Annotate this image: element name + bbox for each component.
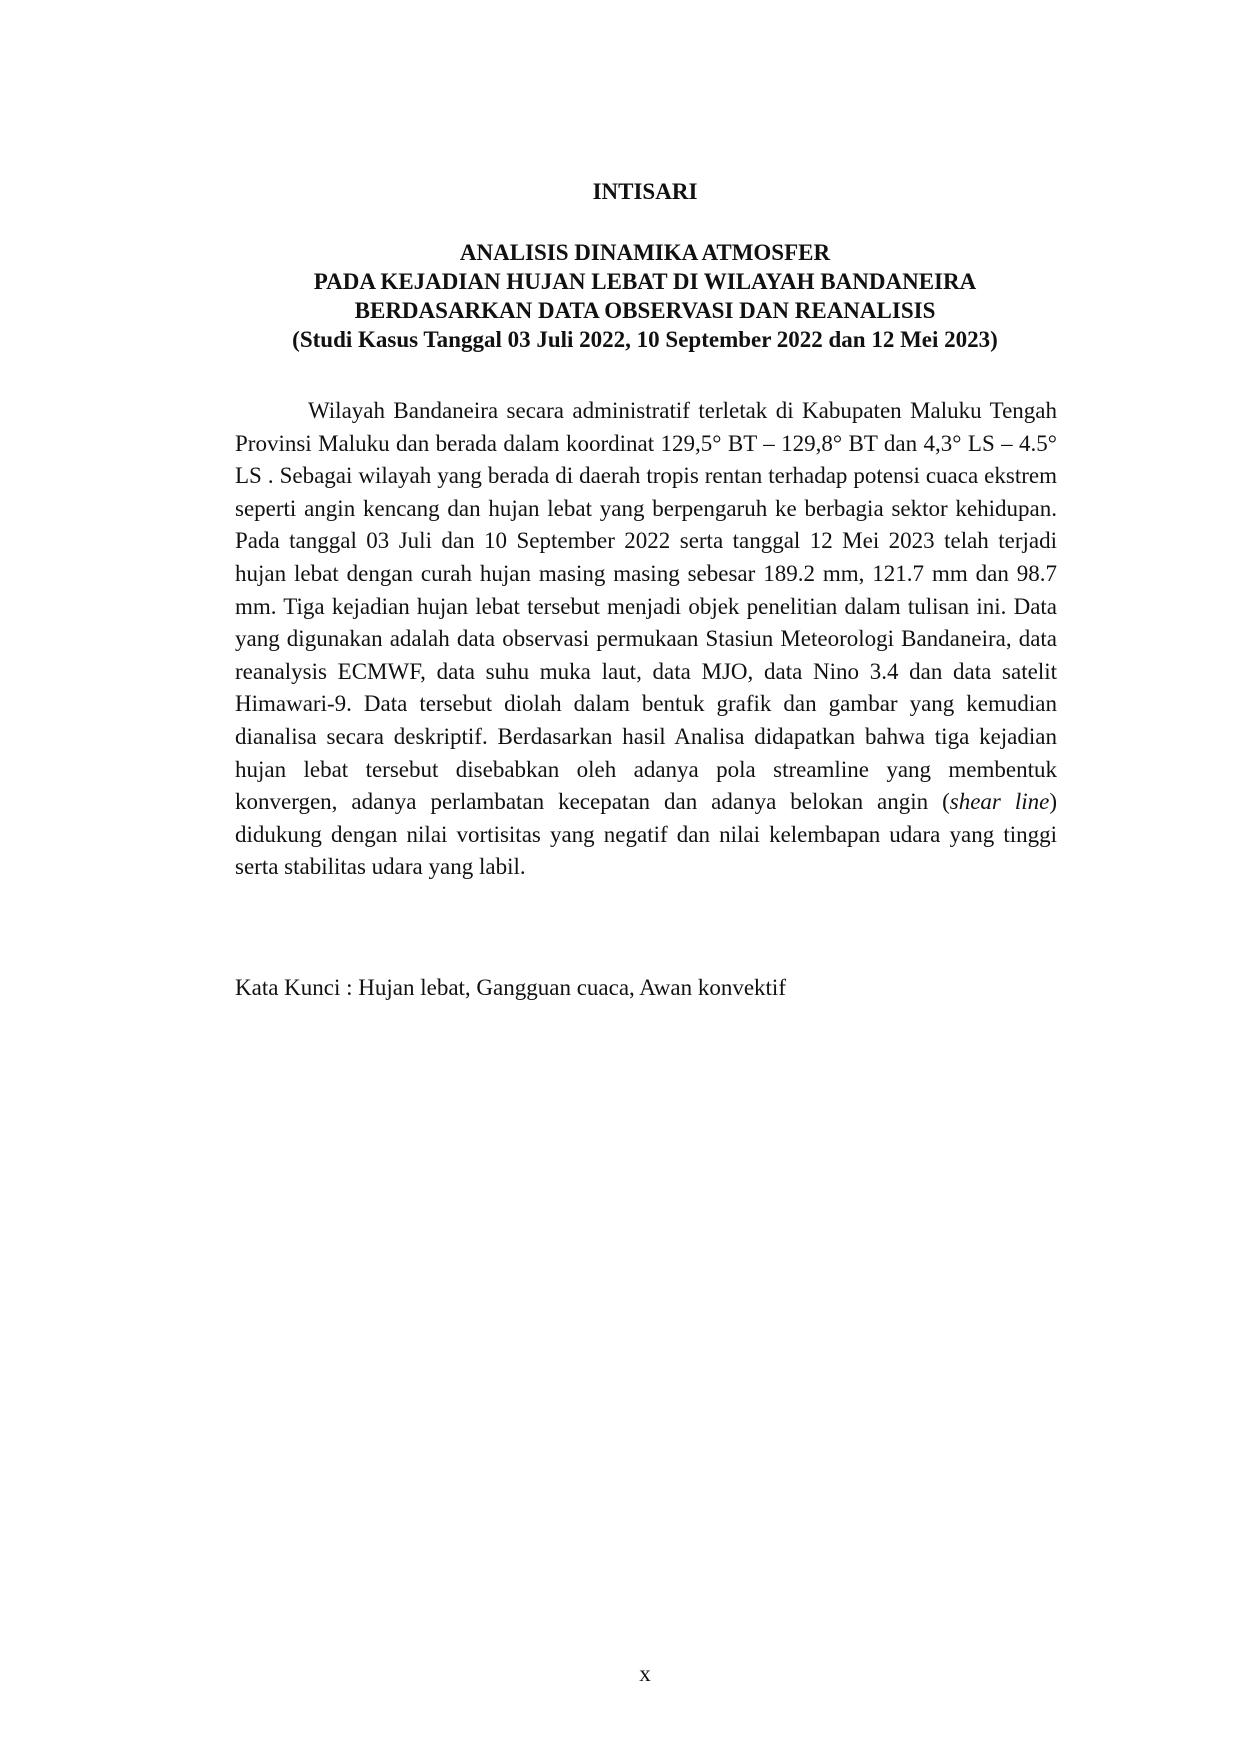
abstract-paragraph (235, 395, 1057, 884)
page-number: x (639, 1661, 651, 1686)
title-line-3: BERDASARKAN DATA OBSERVASI DAN REANALISIS (354, 298, 936, 323)
title-line-2: PADA KEJADIAN HUJAN LEBAT DI WILAYAH BANDANEIRA (313, 269, 977, 294)
title-subtitle-case-study: (Studi Kasus Tanggal 03 Juli 2022, 10 September 2022 dan 12 Mei 2023) (292, 327, 998, 352)
title-line-1: ANALISIS DINAMIKA ATMOSFER (459, 240, 831, 265)
abstract-italic-term: shear line (949, 789, 1050, 815)
thesis-title (0, 238, 1241, 354)
abstract-text-part-2: ) didukung dengan nilai vortisitas yang negatif dan nilai kelembapan udara yang tinggi serta stabilitas udara yang labil. (235, 789, 1058, 880)
page-heading: INTISARI (592, 179, 698, 204)
keywords-line: Kata Kunci : Hujan lebat, Gangguan cuaca, Awan konvektif (235, 975, 786, 1000)
abstract-text-part-1: Wilayah Bandaneira secara administratif terletak di Kabupaten Maluku Tengah Provinsi Maluku dan berada dalam koordinat 129,5° BT – 129,8° BT dan 4,3° LS – 4.5° LS . Sebagai wilayah yang berada di daerah tropis rentan terhadap potensi cuaca ekstrem seperti angin kencang dan hujan lebat yang berpengaruh ke berbagia sektor kehidupan. Pada tanggal 03 Juli dan 10 September 2022 serta tanggal 12 Mei 2023 telah terjadi hujan lebat dengan curah hujan masing masing sebesar 189.2 mm, 121.7 mm dan 98.7 mm. Tiga kejadian hujan lebat tersebut menjadi objek penelitian dalam tulisan ini. Data yang digunakan adalah data observasi permukaan Stasiun Meteorologi Bandaneira, data reanalysis ECMWF, data suhu muka laut, data MJO, data Nino 3.4 dan data satelit Himawari-9. Data tersebut diolah dalam bentuk grafik dan gambar yang kemudian dianalisa secara deskriptif. Berdasarkan hasil Analisa didapatkan bahwa tiga kejadian hujan lebat tersebut disebabkan oleh adanya pola streamline yang membentuk konvergen, adanya perlambatan kecepatan dan adanya belokan angin ( (235, 398, 1057, 815)
